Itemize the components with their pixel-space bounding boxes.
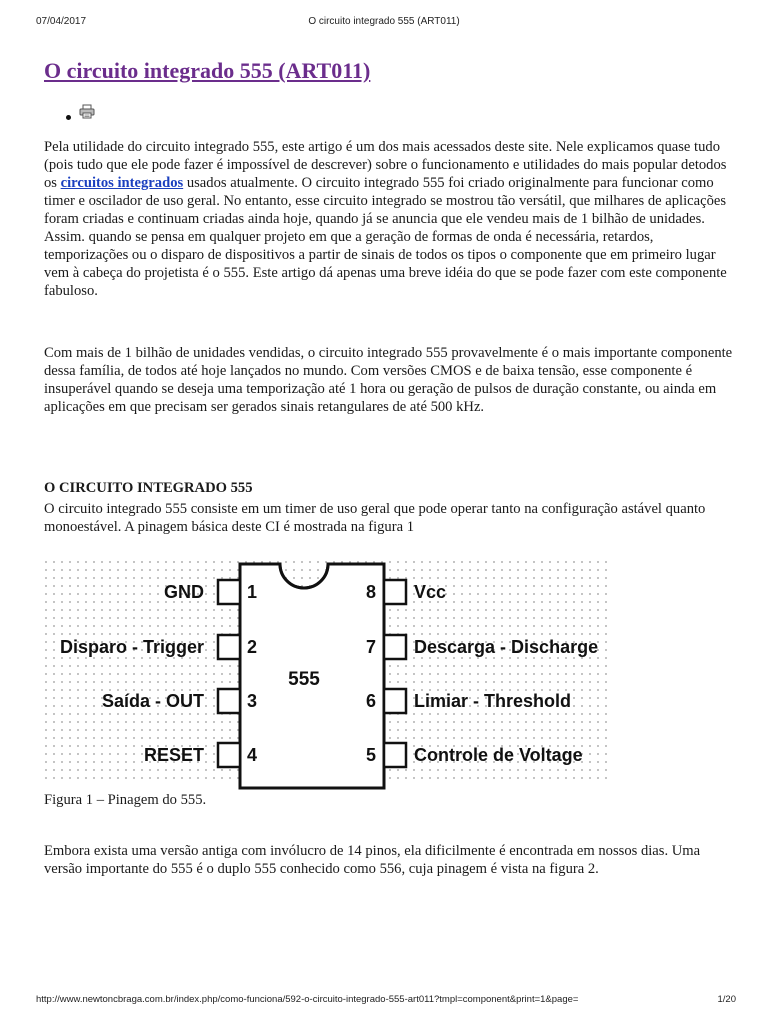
pin-box-2 [218,635,240,659]
pin-box-6 [384,689,406,713]
pinout-diagram [44,560,614,792]
pin-number-1: 1 [247,582,258,602]
figure-caption: Figura 1 – Pinagem do 555. [44,792,207,808]
pin-label-1: GND [164,582,204,602]
footer-page-number: 1/20 [717,994,736,1005]
paragraph-intro [44,138,734,300]
paragraph-intro-start: Pela utilidade do circuito integrado 555, este artigo é um dos mais acessados deste site. Nele explicamos quase tudo (pois tudo que ele pode fazer é impossível de descrever) sobre o funcionamento e utilidades do mais popular detodos os [44,139,727,191]
pin-number-5: 5 [365,745,376,765]
pin-box-1 [218,580,240,604]
pin-box-3 [218,689,240,713]
pin-box-7 [384,635,406,659]
pin-label-2: Disparo - Trigger [59,637,204,657]
header-date: 07/04/2017 [36,16,87,27]
pin-number-8: 8 [365,582,376,602]
bullet [66,115,71,120]
pin-label-5: Controle de Voltage [414,745,583,765]
footer-url: http://www.newtoncbraga.com.br/index.php/como-funciona/592-o-circuito-integrado-555-art011?tmpl=component&print=1&page= [36,994,579,1005]
pin-label-3: Saída - OUT [101,691,204,711]
pin-number-4: 4 [247,745,258,765]
pin-number-2: 2 [247,637,258,657]
pin-label-8: Vcc [414,582,447,602]
print-row [66,104,95,124]
figure-pinout [44,560,614,797]
pin-label-4: RESET [143,745,204,765]
paragraph-sales: Com mais de 1 bilhão de unidades vendidas, o circuito integrado 555 provavelmente é o mais importante componente dessa família, de todos até hoje lançados no mundo. Com versões CMOS e de baixa tensão, esse componente é insuperável quando se deseja uma temporização até 1 hora ou geração de pulsos de duração constante, ou ainda em aplicações em que precisam ser gerados sinais retangulares de até 500 kHz. [44,345,733,415]
printer-icon[interactable] [79,104,95,124]
paragraph-versions: Embora exista uma versão antiga com invólucro de 14 pinos, ela dificilmente é encontrada em nossos dias. Uma versão importante do 555 é o duplo 555 conhecido como 556, cuja pinagem é vista na figura 2. [44,843,701,877]
pin-number-3: 3 [247,691,258,711]
pin-label-7: Descarga - Discharge [414,637,599,657]
pin-label-6: Limiar - Threshold [414,691,572,711]
link-circuitos-integrados[interactable]: circuitos integrados [60,175,184,191]
paragraph-description: O circuito integrado 555 consiste em um timer de uso geral que pode operar tanto na configuração astável quanto monoestável. A pinagem básica deste CI é mostrada na figura 1 [44,501,706,535]
header-title: O circuito integrado 555 (ART011) [308,16,460,27]
pin-number-6: 6 [365,691,376,711]
pin-box-8 [384,580,406,604]
pin-box-5 [384,743,406,767]
pin-box-4 [218,743,240,767]
chip-label: 555 [288,669,320,690]
article-title[interactable]: O circuito integrado 555 (ART011) [44,58,371,83]
pin-number-7: 7 [365,637,376,657]
paragraph-intro-end: usados atualmente. O circuito integrado 555 foi criado originalmente para funcionar como timer e oscilador de uso geral. No entanto, esse circuito integrado se mostrou tão versátil, que milhares de aplicações foram criadas e continuam criadas ainda hoje, quando já se anuncia que ele vendeu mais de 1 bilhão de unidades. Assim. quando se pensa em qualquer projeto em que a geração de formas de onda é necessária, retardos, temporizações ou o disparo de dispositivos a partir de sinais de todos os tipos o componente que em primeiro lugar vem à cabeça do projetista é o 555. Este artigo dá apenas uma breve idéia do que se pode fazer com este componente fabuloso. [44,175,727,299]
section-heading: O CIRCUITO INTEGRADO 555 [44,480,253,496]
